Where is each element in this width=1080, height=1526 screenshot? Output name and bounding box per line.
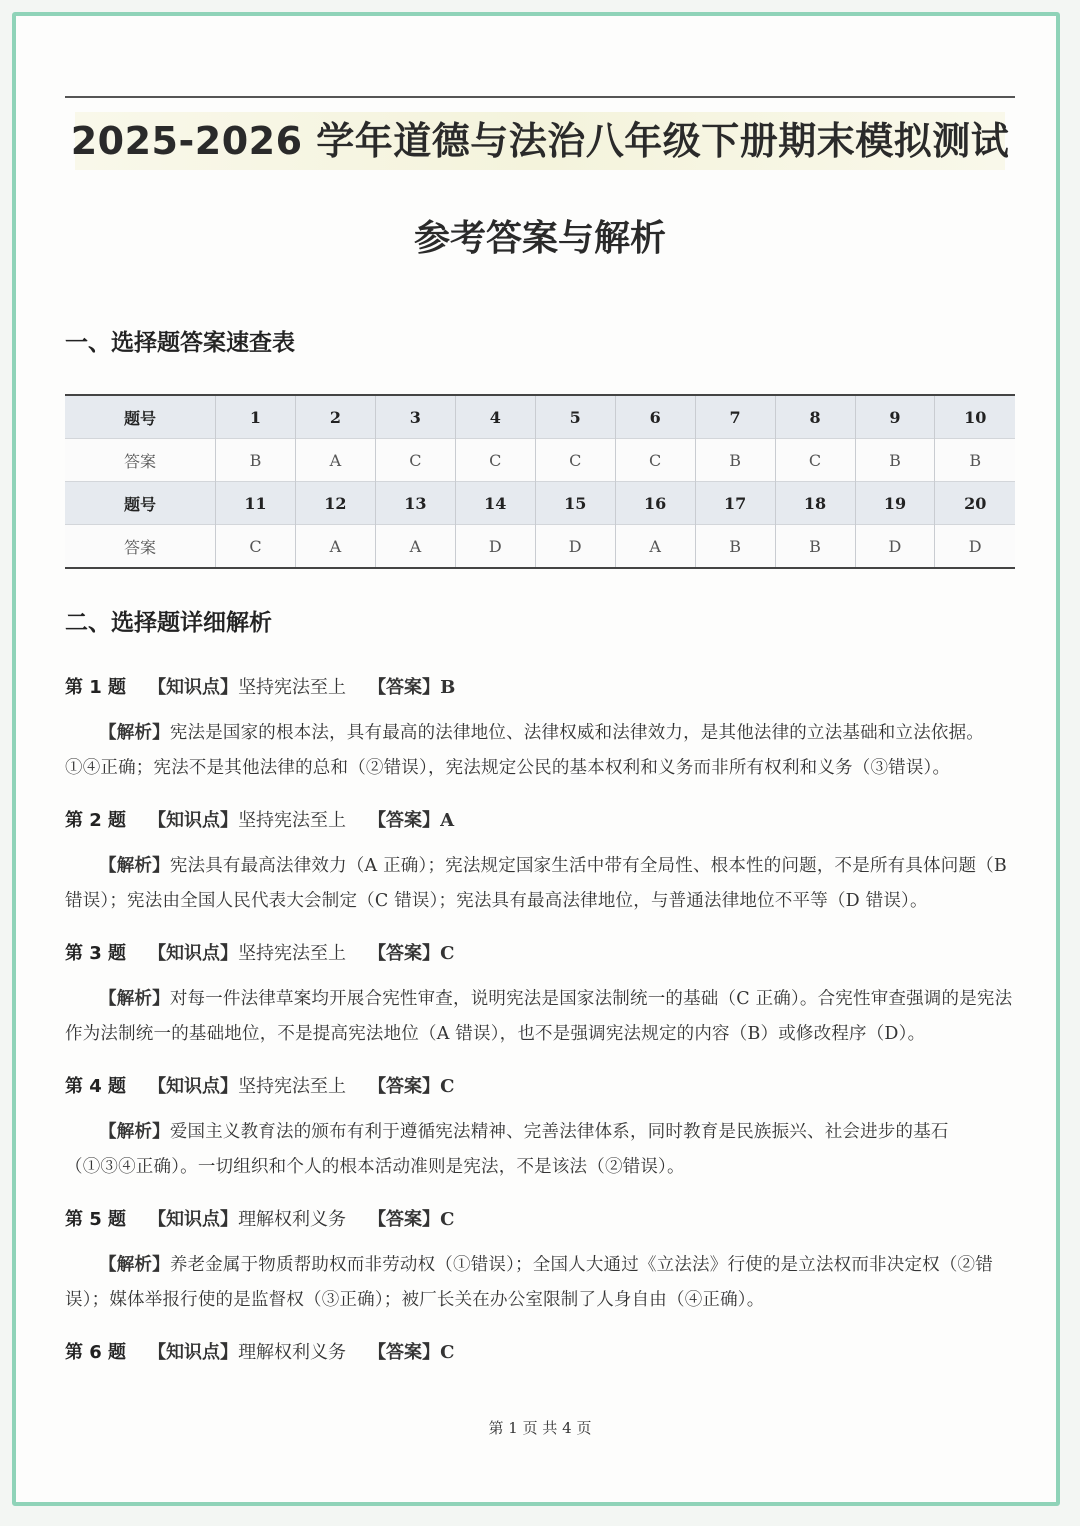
question-number-cell: 14 bbox=[455, 482, 535, 525]
question-number-cell: 12 bbox=[295, 482, 375, 525]
knowledge-value: 坚持宪法至上 bbox=[238, 677, 347, 698]
question-header bbox=[65, 1339, 1015, 1367]
analysis-paragraph bbox=[65, 716, 1015, 786]
knowledge-point bbox=[148, 1076, 346, 1097]
table-row-answers bbox=[65, 525, 1015, 569]
question-number-cell: 13 bbox=[375, 482, 455, 525]
answer-key bbox=[368, 1209, 454, 1230]
question-number: 第 4 题 bbox=[65, 1076, 127, 1097]
question-block bbox=[65, 1206, 1015, 1318]
question-number-cell: 3 bbox=[375, 395, 455, 439]
answer-cell: A bbox=[295, 525, 375, 569]
question-number: 第 3 题 bbox=[65, 943, 127, 964]
question-number-cell: 9 bbox=[855, 395, 935, 439]
question-header bbox=[65, 1073, 1015, 1101]
answer-label: 【答案】 bbox=[368, 1342, 441, 1363]
answer-cell: B bbox=[695, 439, 775, 482]
answer-label: 【答案】 bbox=[368, 1209, 441, 1230]
answer-cell: C bbox=[615, 439, 695, 482]
question-header bbox=[65, 807, 1015, 835]
row-label-number: 题号 bbox=[65, 395, 216, 439]
answer-cell: B bbox=[216, 439, 296, 482]
analysis-label: 【解析】 bbox=[99, 1122, 170, 1142]
answer-cell: B bbox=[855, 439, 935, 482]
answer-key bbox=[368, 1342, 454, 1363]
knowledge-point bbox=[148, 677, 346, 698]
question-number-cell: 2 bbox=[295, 395, 375, 439]
analysis-label: 【解析】 bbox=[99, 723, 170, 743]
analysis-text: 宪法具有最高法律效力（A 正确）；宪法规定国家生活中带有全局性、根本性的问题，不是所有具体问题（B 错误）；宪法由全国人民代表大会制定（C 错误）；宪法具有最高法律地位，与普通法律地位不平等（D 错误）。 bbox=[65, 856, 1007, 911]
answer-value: C bbox=[440, 943, 455, 964]
analysis-text: 爱国主义教育法的颁布有利于遵循宪法精神、完善法律体系，同时教育是民族振兴、社会进步的基石（①③④正确）。一切组织和个人的根本活动准则是宪法，不是该法（②错误）。 bbox=[65, 1122, 949, 1177]
question-header bbox=[65, 1206, 1015, 1234]
analysis-label: 【解析】 bbox=[99, 856, 170, 876]
answer-table bbox=[65, 394, 1015, 569]
knowledge-value: 坚持宪法至上 bbox=[238, 943, 347, 964]
knowledge-point bbox=[148, 1209, 346, 1230]
answer-label: 【答案】 bbox=[368, 943, 441, 964]
answer-cell: A bbox=[615, 525, 695, 569]
analysis-paragraph bbox=[65, 1248, 1015, 1318]
answer-key bbox=[368, 1076, 454, 1097]
question-number: 第 6 题 bbox=[65, 1342, 127, 1363]
analysis-paragraph bbox=[65, 1115, 1015, 1185]
section-heading-analysis: 二、选择题详细解析 bbox=[65, 610, 272, 636]
question-block bbox=[65, 1339, 1015, 1367]
knowledge-value: 理解权利义务 bbox=[238, 1209, 347, 1230]
answer-cell: B bbox=[935, 439, 1015, 482]
answer-key bbox=[368, 943, 454, 964]
document-title: 2025-2026 学年道德与法治八年级下册期末模拟测试 bbox=[70, 119, 1010, 163]
answer-cell: B bbox=[775, 525, 855, 569]
answer-cell: C bbox=[455, 439, 535, 482]
answer-key bbox=[368, 810, 454, 831]
answer-value: C bbox=[440, 1076, 455, 1097]
analysis-paragraph bbox=[65, 849, 1015, 919]
question-number-cell: 7 bbox=[695, 395, 775, 439]
question-number: 第 1 题 bbox=[65, 677, 127, 698]
knowledge-label: 【知识点】 bbox=[148, 810, 239, 831]
answer-cell: C bbox=[216, 525, 296, 569]
knowledge-value: 坚持宪法至上 bbox=[238, 810, 347, 831]
table-row-answers bbox=[65, 439, 1015, 482]
knowledge-point bbox=[148, 943, 346, 964]
question-number-cell: 6 bbox=[615, 395, 695, 439]
question-number-cell: 5 bbox=[535, 395, 615, 439]
question-block bbox=[65, 940, 1015, 1052]
row-label-number: 题号 bbox=[65, 482, 216, 525]
document-subtitle: 参考答案与解析 bbox=[413, 218, 666, 259]
answer-cell: C bbox=[375, 439, 455, 482]
question-number-cell: 8 bbox=[775, 395, 855, 439]
table-row-numbers bbox=[65, 395, 1015, 439]
question-number-cell: 18 bbox=[775, 482, 855, 525]
answer-cell: D bbox=[535, 525, 615, 569]
answer-cell: D bbox=[455, 525, 535, 569]
question-number-cell: 11 bbox=[216, 482, 296, 525]
analysis-text: 对每一件法律草案均开展合宪性审查，说明宪法是国家法制统一的基础（C 正确）。合宪性审查强调的是宪法作为法制统一的基础地位，不是提高宪法地位（A 错误），也不是强调宪法规定的内容（B）或修改程序（D）。 bbox=[65, 989, 1013, 1044]
knowledge-value: 坚持宪法至上 bbox=[238, 1076, 347, 1097]
answer-cell: A bbox=[375, 525, 455, 569]
answer-cell: B bbox=[695, 525, 775, 569]
row-label-answer: 答案 bbox=[65, 439, 216, 482]
question-number: 第 2 题 bbox=[65, 810, 127, 831]
answer-cell: A bbox=[295, 439, 375, 482]
question-number-cell: 1 bbox=[216, 395, 296, 439]
knowledge-label: 【知识点】 bbox=[148, 1209, 239, 1230]
question-number-cell: 10 bbox=[935, 395, 1015, 439]
question-number-cell: 4 bbox=[455, 395, 535, 439]
knowledge-label: 【知识点】 bbox=[148, 1342, 239, 1363]
answer-value: B bbox=[440, 677, 456, 698]
question-header bbox=[65, 674, 1015, 702]
question-number-cell: 16 bbox=[615, 482, 695, 525]
answer-cell: C bbox=[535, 439, 615, 482]
knowledge-label: 【知识点】 bbox=[148, 677, 239, 698]
question-number-cell: 17 bbox=[695, 482, 775, 525]
answer-cell: D bbox=[935, 525, 1015, 569]
knowledge-value: 理解权利义务 bbox=[238, 1342, 347, 1363]
answer-value: C bbox=[440, 1209, 455, 1230]
question-number: 第 5 题 bbox=[65, 1209, 127, 1230]
knowledge-point bbox=[148, 810, 346, 831]
analysis-text: 养老金属于物质帮助权而非劳动权（①错误）；全国人大通过《立法法》行使的是立法权而非决定权（②错误）；媒体举报行使的是监督权（③正确）；被厂长关在办公室限制了人身自由（④正确）。 bbox=[65, 1255, 993, 1310]
question-number-cell: 20 bbox=[935, 482, 1015, 525]
analysis-text: 宪法是国家的根本法，具有最高的法律地位、法律权威和法律效力，是其他法律的立法基础和立法依据。①④正确；宪法不是其他法律的总和（②错误），宪法规定公民的基本权利和义务而非所有权利和义务（③错误）。 bbox=[65, 723, 985, 778]
question-block bbox=[65, 1073, 1015, 1185]
question-header bbox=[65, 940, 1015, 968]
knowledge-label: 【知识点】 bbox=[148, 943, 239, 964]
knowledge-point bbox=[148, 1342, 346, 1363]
answer-value: A bbox=[440, 810, 455, 831]
answer-value: C bbox=[440, 1342, 455, 1363]
question-number-cell: 19 bbox=[855, 482, 935, 525]
top-rule bbox=[65, 96, 1015, 98]
row-label-answer: 答案 bbox=[65, 525, 216, 569]
analysis-paragraph bbox=[65, 982, 1015, 1052]
knowledge-label: 【知识点】 bbox=[148, 1076, 239, 1097]
section-heading-answer-table: 一、选择题答案速查表 bbox=[65, 330, 295, 356]
answer-label: 【答案】 bbox=[368, 1076, 441, 1097]
page-footer: 第 1 页 共 4 页 bbox=[488, 1419, 592, 1437]
analysis-label: 【解析】 bbox=[99, 989, 170, 1009]
analysis-label: 【解析】 bbox=[99, 1255, 170, 1275]
answer-label: 【答案】 bbox=[368, 810, 441, 831]
table-row-numbers bbox=[65, 482, 1015, 525]
answer-key bbox=[368, 677, 455, 698]
answer-label: 【答案】 bbox=[368, 677, 441, 698]
question-block bbox=[65, 807, 1015, 919]
question-number-cell: 15 bbox=[535, 482, 615, 525]
answer-cell: D bbox=[855, 525, 935, 569]
question-block bbox=[65, 674, 1015, 786]
answer-cell: C bbox=[775, 439, 855, 482]
